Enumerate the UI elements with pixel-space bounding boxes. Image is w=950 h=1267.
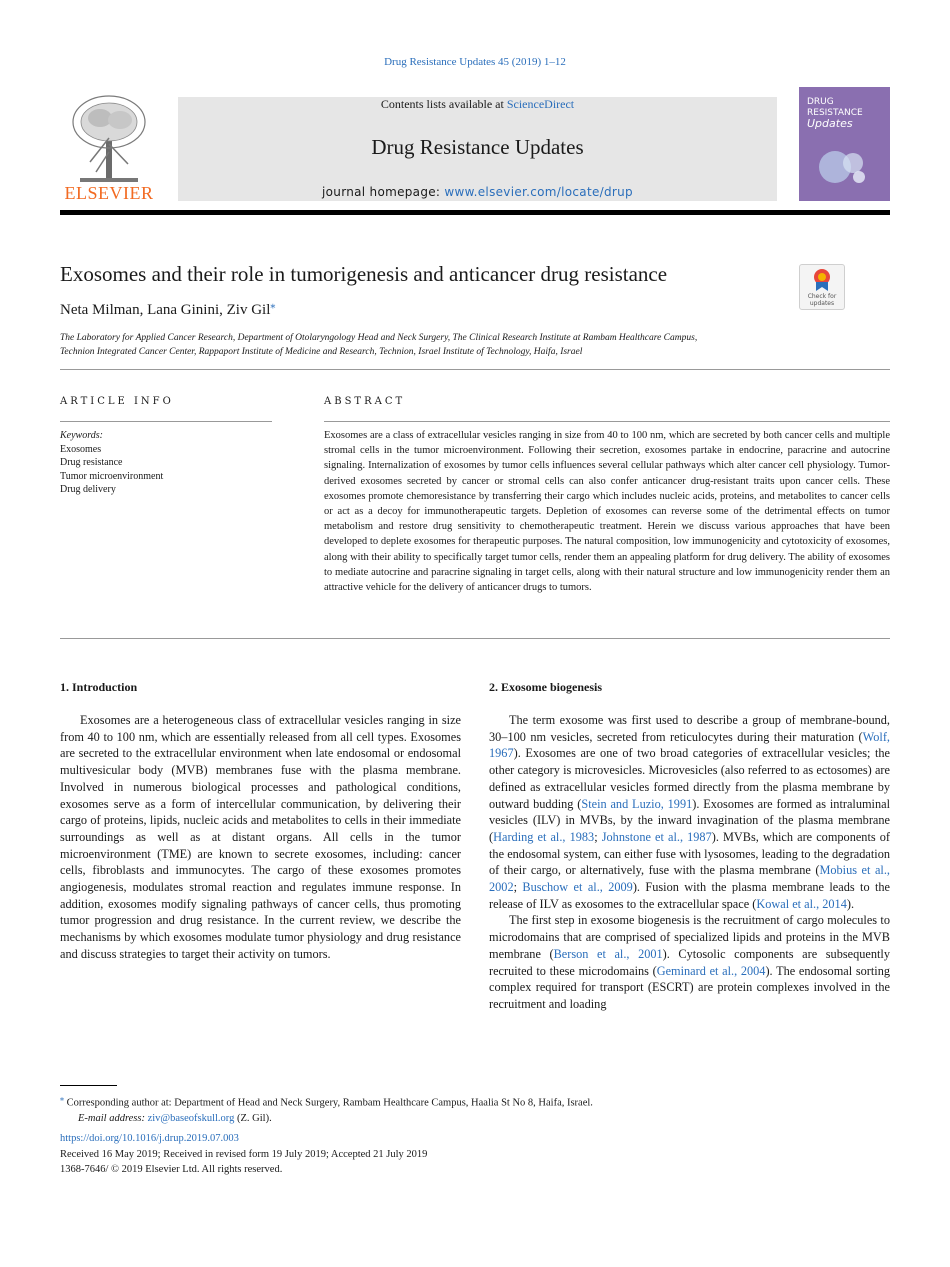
corresponding-footnote bbox=[60, 1091, 593, 1126]
paragraph bbox=[489, 912, 890, 1012]
abstract-bottom-rule bbox=[60, 638, 890, 639]
article-dates: Received 16 May 2019; Received in revised form 19 July 2019; Accepted 21 July 2019 bbox=[60, 1149, 428, 1160]
keywords-label: Keywords: bbox=[60, 430, 103, 441]
citation-link[interactable]: Stein and Luzio, 1991 bbox=[581, 796, 693, 811]
abstract-text: Exosomes are a class of extracellular vesicles ranging in size from 40 to 100 nm, which are secreted by both cancer cells and multiple stromal cells in the tumor microenvironment. Following their secretion, exosomes partake in endocrine, paracrine and autocrine signaling. Internalization of exosomes by tumor cells influences several cellular pathways which alter cancer cell physiology. Tumor-derived exosomes secreted by cancer or stromal cells can also confer anticancer drug-resistant traits upon cancer cells. These exosomes promote chemoresistance by transferring their cargo which includes nucleic acids, proteins, and metabolites to cancer cells or act as a decoy for immunotherapeutic targets. Depletion of exosomes can reverse some of the detrimental effects on tumor metabolism and restore drug sensitivity to chemotherapeutic treatment. Herein we discuss various approaches that have been developed to deplete exosomes for therapeutic purposes. The natural composition, low immunogenicity and cytotoxicity of exosomes, along with their ability to specifically target tumor cells, render them an appealing platform for drug delivery. The ability of exosomes to mediate autocrine and paracrine signaling in target cells, along with their natural structure and low immunogenicity render them an attractive vehicle for the delivery of anticancer drugs to tumors. bbox=[324, 430, 890, 594]
homepage-link[interactable]: www.elsevier.com/locate/drup bbox=[444, 185, 633, 199]
text-run: ). Exosomes are formed as intraluminal vesicles (ILV) in MVBs, by the inward invagination of the plasma membrane ( bbox=[489, 796, 890, 844]
authors-text: Neta Milman, Lana Ginini, Ziv Gil bbox=[60, 302, 271, 318]
abstract-rule bbox=[324, 421, 890, 422]
footnote-mark: ⁎ bbox=[60, 1094, 64, 1103]
text-run: ; bbox=[594, 829, 602, 844]
citation-link[interactable]: Johnstone et al., 1987 bbox=[601, 829, 712, 844]
article-info-heading: ARTICLE INFO bbox=[60, 396, 174, 407]
email-link[interactable]: ziv@baseofskull.org bbox=[147, 1112, 235, 1124]
section-heading-biogenesis: 2. Exosome biogenesis bbox=[489, 680, 603, 694]
bookmark-icon bbox=[812, 268, 832, 292]
citation-link[interactable]: Harding et al., 1983 bbox=[493, 829, 595, 844]
doi-link[interactable]: https://doi.org/10.1016/j.drup.2019.07.003 bbox=[60, 1133, 239, 1144]
citation-link[interactable]: Buschow et al., 2009 bbox=[522, 880, 633, 895]
affiliation-line: Technion Integrated Cancer Center, Rappaport Institute of Medicine and Research, Technion, Israel Institute of Technology, Haifa, Israel bbox=[60, 347, 583, 357]
text-run: ). MVBs, which are components of the endosomal system, can either fuse with lysosomes, leading to the degradation of their cargo, or alternatively, fuse with the plasma membrane ( bbox=[489, 829, 890, 878]
cover-art-icon bbox=[815, 145, 875, 189]
journal-cover[interactable] bbox=[799, 87, 890, 201]
email-label: E-mail address: bbox=[78, 1112, 145, 1124]
cover-title-line: RESISTANCE bbox=[807, 108, 863, 118]
publisher-wordmark: ELSEVIER bbox=[64, 183, 154, 203]
sciencedirect-link[interactable]: ScienceDirect bbox=[506, 97, 575, 111]
citation-link[interactable]: Mobius et al., 2002 bbox=[489, 863, 890, 895]
keyword: Tumor microenvironment bbox=[60, 470, 164, 482]
affiliation-line: The Laboratory for Applied Cancer Research, Department of Otolaryngology Head and Neck Surgery, The Clinical Research Institute at Rambam Healthcare Campus, bbox=[60, 333, 698, 343]
article-title: Exosomes and their role in tumorigenesis and anticancer drug resistance bbox=[60, 262, 668, 286]
footnote-rule bbox=[60, 1085, 117, 1086]
check-for-updates-label: Check for updates bbox=[807, 293, 837, 307]
text-run: ; bbox=[513, 880, 523, 895]
homepage-prefix: journal homepage: bbox=[322, 185, 445, 199]
journal-masthead bbox=[178, 97, 777, 201]
biogenesis-column bbox=[489, 712, 890, 1013]
cover-title-line: Updates bbox=[807, 117, 853, 130]
copyright: 1368-7646/ © 2019 Elsevier Ltd. All rights reserved. bbox=[60, 1164, 283, 1175]
header-rule bbox=[60, 210, 890, 215]
corresponding-text: Corresponding author at: Department of Head and Neck Surgery, Rambam Healthcare Campus, Haalia St No 8, Haifa, Israel. bbox=[66, 1097, 593, 1109]
citation-link[interactable]: Kowal et al., 2014 bbox=[756, 896, 847, 911]
text-run: ). bbox=[846, 896, 855, 911]
paragraph: Exosomes are a heterogeneous class of extracellular vesicles ranging in size from 40 to 100 nm, which are essentially released from all cell types. Exosomes are secreted to the extracellular environment when late endosomal or endosomal multivesicular body (MVB) membranes fuse with the plasma membrane. Involved in numerous biological processes and pathological conditions, exosomes serve as a form of intercellular communication, by delivering their cargo of proteins, lipids, nucleic acids and metabolites to cells in their immediate surroundings as well as at distant organs. All cells in the tumor microenvironment (TME) are known to secrete exosomes, including: cancer cells, fibroblasts and immunocytes. The cargo of these exosomes promotes angiogenesis, modulates stromal reaction and regulates immune response. In addition, exosomes modify signaling pathways of cancer cells, thus promoting tumor progression and drug resistance. In the current review, we describe the mechanisms by which exosomes modulate tumor physiology and drug resistance and discuss strategies to target their activity on tumors. bbox=[60, 713, 461, 961]
text-run: ). Cytosolic components are subsequently recruited to these microdomains ( bbox=[489, 946, 890, 978]
doi[interactable] bbox=[60, 1133, 239, 1144]
journal-citation[interactable] bbox=[0, 56, 950, 68]
citation-link[interactable]: Geminard et al., 2004 bbox=[656, 963, 766, 978]
keyword: Exosomes bbox=[60, 443, 102, 455]
introduction-column bbox=[60, 712, 461, 963]
journal-homepage bbox=[178, 185, 777, 199]
text-run: The first step in exosome biogenesis is the recruitment of cargo molecules to microdomains that are comprised of specialized lipids and proteins in the MVB membrane ( bbox=[489, 913, 890, 961]
elsevier-tree-icon bbox=[60, 92, 158, 184]
text-run: ). The endosomal sorting complex required for transport (ESCRT) are protein complexes involved in the recruitment and loading bbox=[489, 963, 890, 1011]
article-info-rule bbox=[60, 421, 272, 422]
elsevier-logo bbox=[60, 92, 158, 204]
corresponding-line bbox=[60, 1091, 593, 1111]
email-line bbox=[60, 1111, 593, 1126]
journal-title: Drug Resistance Updates bbox=[371, 135, 584, 159]
citation-link[interactable]: Drug Resistance Updates 45 (2019) 1–12 bbox=[384, 56, 566, 68]
text-run: ). Fusion with the plasma membrane leads to the release of ILV as exosomes to the extracellular space ( bbox=[489, 880, 891, 911]
check-for-updates-button[interactable] bbox=[799, 264, 845, 310]
keyword: Drug resistance bbox=[60, 457, 123, 468]
cover-title-line: DRUG bbox=[807, 97, 834, 107]
contents-prefix: Contents lists available at bbox=[380, 97, 507, 111]
abstract-heading: ABSTRACT bbox=[324, 396, 406, 407]
text-run: ). Exosomes are one of two broad categories of extracellular vesicles; the other category is microvesicles. Microvesicles (also referred to as ectosomes) are defined as extracellular vesicles formed directly from the plasma membrane by outward budding ( bbox=[489, 746, 890, 811]
section-heading-introduction: 1. Introduction bbox=[60, 680, 138, 694]
citation-link[interactable]: Berson et al., 2001 bbox=[553, 946, 663, 961]
paragraph bbox=[489, 712, 890, 912]
affiliation bbox=[60, 331, 890, 359]
email-suffix: (Z. Gil). bbox=[237, 1112, 272, 1124]
keyword: Drug delivery bbox=[60, 484, 116, 495]
citation-link[interactable]: Wolf, 1967 bbox=[489, 729, 890, 761]
corresponding-author-mark[interactable]: ⁎ bbox=[270, 300, 276, 311]
author-list bbox=[60, 300, 275, 319]
text-run: The term exosome was first used to describe a group of membrane-bound, 30–100 nm vesicles, secreted from reticulocytes during their maturation ( bbox=[489, 713, 890, 744]
section-divider bbox=[60, 369, 890, 370]
keywords-block bbox=[60, 429, 272, 497]
contents-line bbox=[178, 97, 777, 112]
